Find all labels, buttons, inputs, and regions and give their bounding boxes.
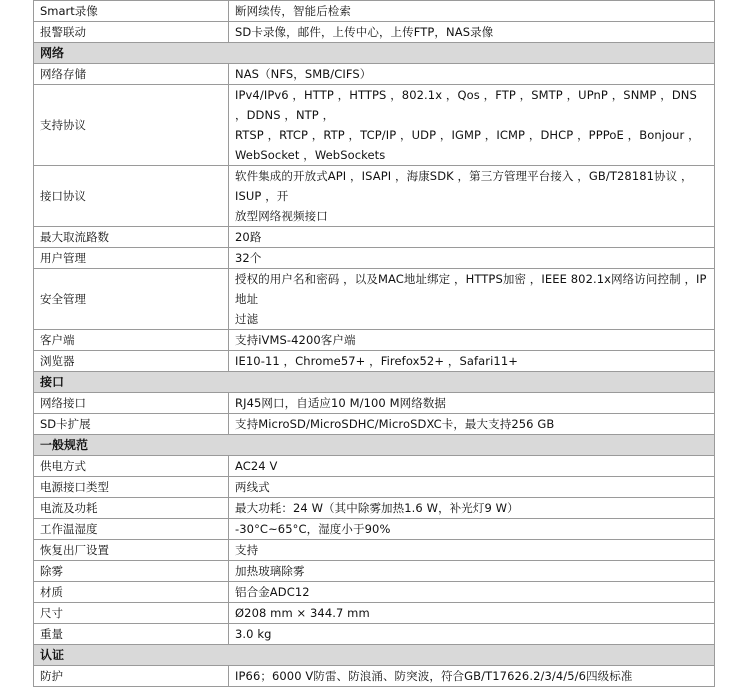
spec-label: 报警联动 — [34, 22, 229, 43]
spec-row — [34, 666, 715, 687]
spec-table — [33, 0, 715, 687]
spec-label: 接口协议 — [34, 166, 229, 227]
spec-row — [34, 22, 715, 43]
spec-row — [34, 603, 715, 624]
section-title: 网络 — [34, 43, 715, 64]
spec-label: 电源接口类型 — [34, 477, 229, 498]
spec-label: 最大取流路数 — [34, 227, 229, 248]
spec-table-body — [34, 1, 715, 687]
spec-value: AC24 V — [229, 456, 715, 477]
spec-value: Ø208 mm × 344.7 mm — [229, 603, 715, 624]
spec-row — [34, 540, 715, 561]
spec-value: 最大功耗：24 W（其中除雾加热1.6 W，补光灯9 W） — [229, 498, 715, 519]
spec-value: 支持iVMS-4200客户端 — [229, 330, 715, 351]
spec-label: 安全管理 — [34, 269, 229, 330]
spec-label: 尺寸 — [34, 603, 229, 624]
spec-value: 加热玻璃除雾 — [229, 561, 715, 582]
spec-row — [34, 477, 715, 498]
spec-label: 用户管理 — [34, 248, 229, 269]
spec-label: 网络存储 — [34, 64, 229, 85]
spec-row — [34, 519, 715, 540]
spec-label: SD卡扩展 — [34, 414, 229, 435]
spec-row — [34, 393, 715, 414]
spec-row — [34, 498, 715, 519]
section-title: 接口 — [34, 372, 715, 393]
spec-row — [34, 248, 715, 269]
spec-label: 除雾 — [34, 561, 229, 582]
spec-row — [34, 330, 715, 351]
spec-value: 软件集成的开放式API ，ISAPI ，海康SDK ，第三方管理平台接入 ，GB/T28181协议 ，ISUP ，开 放型网络视频接口 — [229, 166, 715, 227]
spec-label: 工作温湿度 — [34, 519, 229, 540]
spec-value: 铝合金ADC12 — [229, 582, 715, 603]
spec-row — [34, 85, 715, 166]
spec-label: 材质 — [34, 582, 229, 603]
spec-value: 授权的用户名和密码 ，以及MAC地址绑定 ，HTTPS加密 ，IEEE 802.1x网络访问控制 ，IP地址 过滤 — [229, 269, 715, 330]
spec-value: IP66；6000 V防雷、防浪涌、防突波，符合GB/T17626.2/3/4/5/6四级标准 — [229, 666, 715, 687]
spec-label: 浏览器 — [34, 351, 229, 372]
spec-label: 防护 — [34, 666, 229, 687]
section-header-row — [34, 43, 715, 64]
spec-row — [34, 624, 715, 645]
section-header-row — [34, 435, 715, 456]
section-header-row — [34, 372, 715, 393]
spec-row — [34, 414, 715, 435]
spec-value: RJ45网口，自适应10 M/100 M网络数据 — [229, 393, 715, 414]
spec-row — [34, 351, 715, 372]
spec-value: NAS（NFS，SMB/CIFS） — [229, 64, 715, 85]
spec-label: 供电方式 — [34, 456, 229, 477]
spec-value: 支持 — [229, 540, 715, 561]
spec-value: IPv4/IPv6 ，HTTP ，HTTPS ，802.1x ，Qos ，FTP ，SMTP ，UPnP ，SNMP ，DNS ，DDNS ，NTP ， RTSP ，RTCP ，RTP ，TCP/IP ，UDP ，IGMP ，ICMP ，DHCP ，PPPoE ，Bonjour ，WebSocket ，WebSockets — [229, 85, 715, 166]
spec-value: -30°C~65°C，湿度小于90% — [229, 519, 715, 540]
spec-row — [34, 1, 715, 22]
spec-value: 断网续传，智能后检索 — [229, 1, 715, 22]
spec-value: 3.0 kg — [229, 624, 715, 645]
spec-value: 两线式 — [229, 477, 715, 498]
spec-label: 恢复出厂设置 — [34, 540, 229, 561]
spec-row — [34, 561, 715, 582]
spec-label: 网络接口 — [34, 393, 229, 414]
spec-value: 20路 — [229, 227, 715, 248]
spec-label: 电流及功耗 — [34, 498, 229, 519]
spec-value: 支持MicroSD/MicroSDHC/MicroSDXC卡，最大支持256 GB — [229, 414, 715, 435]
spec-label: 支持协议 — [34, 85, 229, 166]
spec-row — [34, 64, 715, 85]
spec-row — [34, 227, 715, 248]
spec-row — [34, 582, 715, 603]
section-title: 认证 — [34, 645, 715, 666]
section-title: 一般规范 — [34, 435, 715, 456]
spec-row — [34, 269, 715, 330]
spec-value: IE10-11 ，Chrome57+ ，Firefox52+ ，Safari11+ — [229, 351, 715, 372]
spec-row — [34, 456, 715, 477]
spec-label: 客户端 — [34, 330, 229, 351]
spec-label: 重量 — [34, 624, 229, 645]
spec-label: Smart录像 — [34, 1, 229, 22]
spec-value: 32个 — [229, 248, 715, 269]
spec-value: SD卡录像，邮件，上传中心，上传FTP，NAS录像 — [229, 22, 715, 43]
spec-row — [34, 166, 715, 227]
section-header-row — [34, 645, 715, 666]
